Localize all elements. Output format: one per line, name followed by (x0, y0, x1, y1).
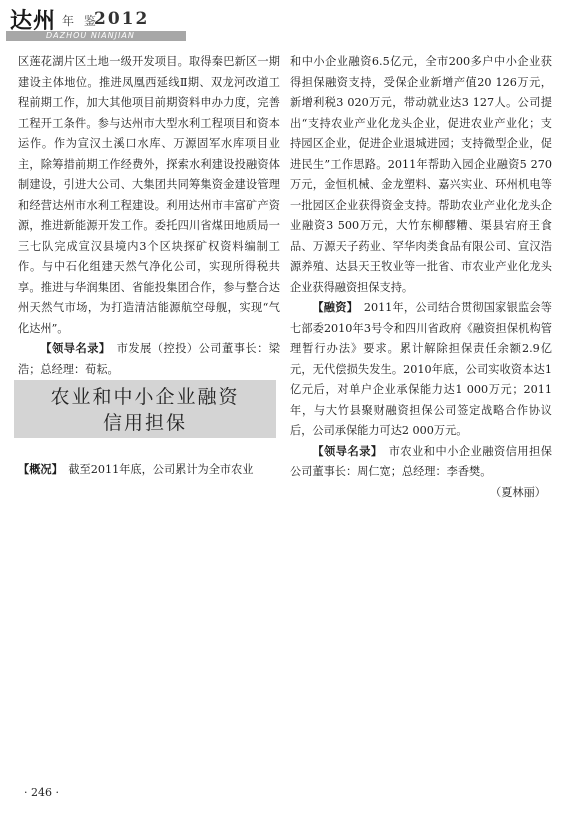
logo-year: 2012 (94, 9, 150, 29)
page-number: · 246 · (24, 786, 59, 799)
left-leader-list (18, 339, 280, 380)
financing-tag: 【融资】 (312, 301, 353, 314)
logo-english: DAZHOU NIANJIAN (46, 31, 135, 40)
financing-paragraph (290, 298, 552, 442)
logo-subtitle: 年 鉴 (62, 14, 99, 28)
leader-tag: 【领导名录】 (40, 342, 105, 355)
left-paragraph: 区莲花湖片区土地一级开发项目。取得秦巴新区一期建设主体地位。推进凤凰西延线Ⅱ期、双龙河改道工程前期工作，加大其他项目前期资料申办力度，完善工程开工条件。参与达州市大型水利工程项目和资本运作。作为宣汉土溪口水库、万源固军水库项目业主，除筹措前期工作经费外，探索水利建设投融资体制建设，引进大公司、大集团共同筹集资金建设管理和经营达州市水利工程建设。利用达州市丰富矿产资源，推进新能源开发工作。委托四川省煤田地质局一三七队完成宣汉县境内3个区块探矿权资料编制工作。与中石化组建天然气净化公司，实现所得税共享。推进与华润集团、省能投集团合作，参与整合达州天然气市场，为打造清洁能源航空母舰，实现“气化达州”。 (18, 55, 280, 335)
leader-text: 市发展（控投）公司董事长：梁浩；总经理：荀耘。 (18, 342, 280, 376)
section-title-line1: 农业和中小企业融资 (50, 386, 240, 408)
right-column (290, 52, 552, 503)
yearbook-logo (6, 4, 192, 42)
section-title-box (14, 380, 276, 438)
overview-text: 截至2011年底，公司累计为全市农业 (68, 463, 254, 476)
section-title-line2: 信用担保 (102, 412, 187, 434)
overview-paragraph (18, 460, 280, 481)
right-paragraph: 和中小企业融资6.5亿元，全市200多户中小企业获得担保融资支持，受保企业新增产值20 126万元，新增利税3 020万元，带动就业达3 127人。公司提出“支持农业产业化龙头企业，促进农业产业化；支持园区企业，促进企业退城进园；支持微型企业，促进民生”工作思路。2011年帮助入园企业融资5 270万元，金恒机械、金龙塑料、嘉兴实业、环州机电等一批园区企业获得资金支持。帮助农业产业化龙头企业融资3 500万元，大竹东柳醪糟、渠县宕府王食品、万源天子药业、罕华肉类食品有限公司、宣汉浩源养殖、达县天王牧业等一批省、市农业产业化龙头企业获得融资担保支持。 (290, 55, 552, 294)
left-column (18, 52, 280, 401)
right-leader-list (290, 442, 552, 483)
page-header (0, 0, 571, 46)
leader-text: 市农业和中小企业融资信用担保公司董事长：周仁宽；总经理：李香樊。 (290, 444, 552, 478)
right-signature: （夏林丽） (490, 485, 546, 499)
financing-text: 2011年，公司结合贯彻国家银监会等七部委2010年3号令和四川省政府《融资担保机构管理暂行办法》要求。累计解除担保责任余额2.9亿元，无代偿损失发生。2010年底，公司实收资本达1亿元后，对单户企业承保能力达1 000万元；2011年，与大竹县聚财融资担保公司签定战略合作协议后，公司承保能力可达2 000万元。 (290, 301, 552, 437)
logo-title: 达州 (10, 9, 57, 34)
leader-tag: 【领导名录】 (312, 444, 377, 458)
overview-tag: 【概况】 (18, 463, 58, 476)
